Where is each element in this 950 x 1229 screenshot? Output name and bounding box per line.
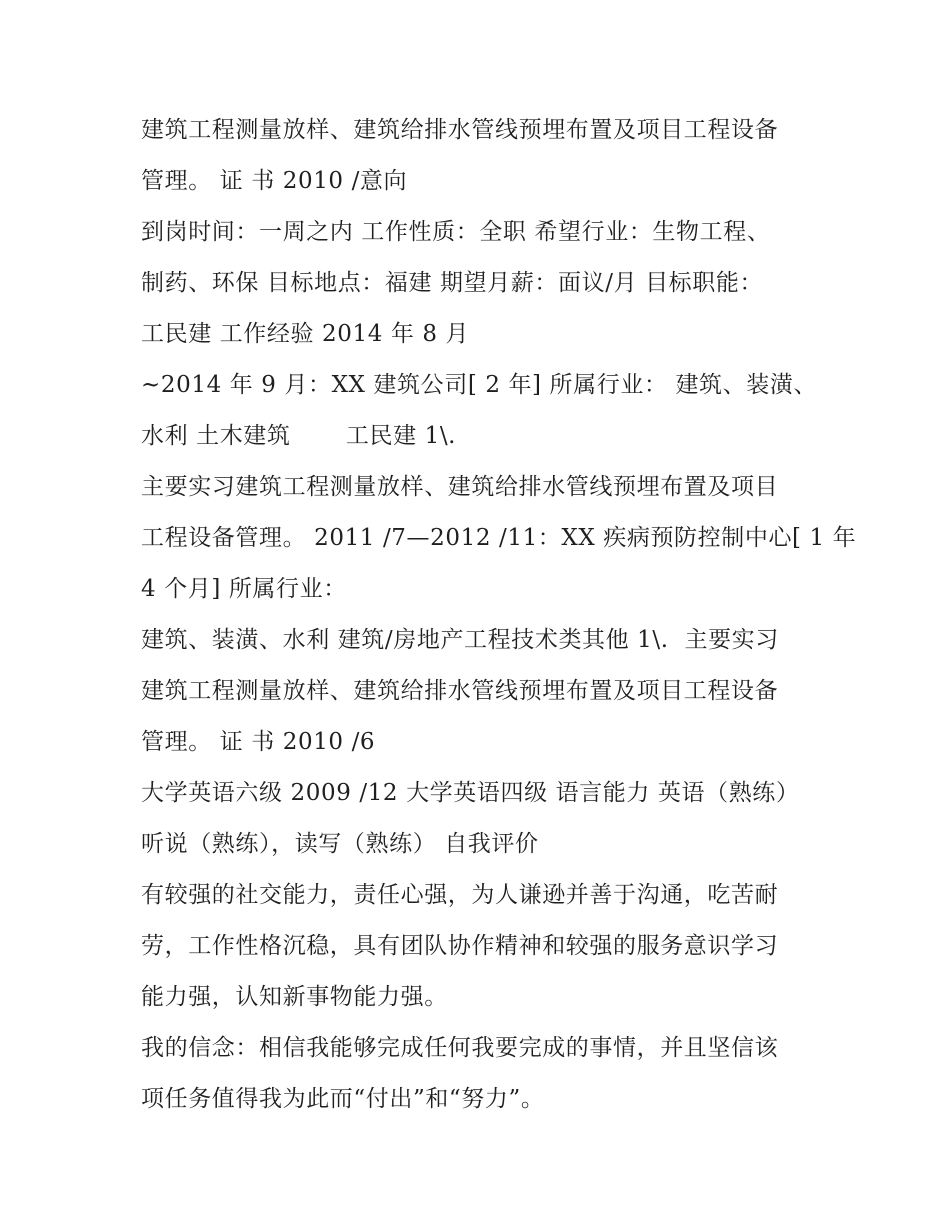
text-line: 大学英语六级 2009 /12 大学英语四级 语言能力 英语（熟练） — [141, 780, 800, 806]
text-line: 听说（熟练），读写（熟练） 自我评价 — [141, 831, 539, 857]
text-line: 能力强，认知新事物能力强。 — [141, 984, 448, 1010]
text-line: 建筑工程测量放样、建筑给排水管线预埋布置及项目工程设备 — [141, 678, 779, 704]
text-line: 4 个月] 所属行业： — [141, 576, 347, 602]
text-line: 有较强的社交能力，责任心强，为人谦逊并善于沟通，吃苦耐 — [141, 882, 779, 908]
text-line: ~2014 年 9 月：XX 建筑公司[ 2 年] 所属行业： 建筑、装潢、 — [141, 372, 818, 398]
text-line: 我的信念：相信我能够完成任何我要完成的事情，并且坚信该 — [141, 1035, 779, 1061]
text-line: 工程设备管理。 2011 /7—2012 /11：XX 疾病预防控制中心[ 1 年 — [141, 525, 857, 551]
text-line: 管理。 证 书 2010 /意向 — [141, 168, 408, 194]
text-line: 项任务值得我为此而“付出”和“努力”。 — [141, 1086, 545, 1112]
text-line: 建筑、装潢、水利 建筑/房地产工程技术类其他 1\. 主要实习 — [141, 627, 779, 653]
text-line: 劳，工作性格沉稳，具有团队协作精神和较强的服务意识学习 — [141, 933, 779, 959]
text-line: 水利 土木建筑 工民建 1\. — [141, 423, 457, 449]
text-line: 制药、环保 目标地点：福建 期望月薪：面议/月 目标职能： — [141, 270, 764, 296]
text-line: 工民建 工作经验 2014 年 8 月 — [141, 321, 470, 347]
text-line: 管理。 证 书 2010 /6 — [141, 729, 376, 755]
text-line: 主要实习建筑工程测量放样、建筑给排水管线预埋布置及项目 — [141, 474, 779, 500]
text-line: 建筑工程测量放样、建筑给排水管线预埋布置及项目工程设备 — [141, 117, 779, 143]
text-line: 到岗时间：一周之内 工作性质：全职 希望行业：生物工程、 — [141, 219, 771, 245]
